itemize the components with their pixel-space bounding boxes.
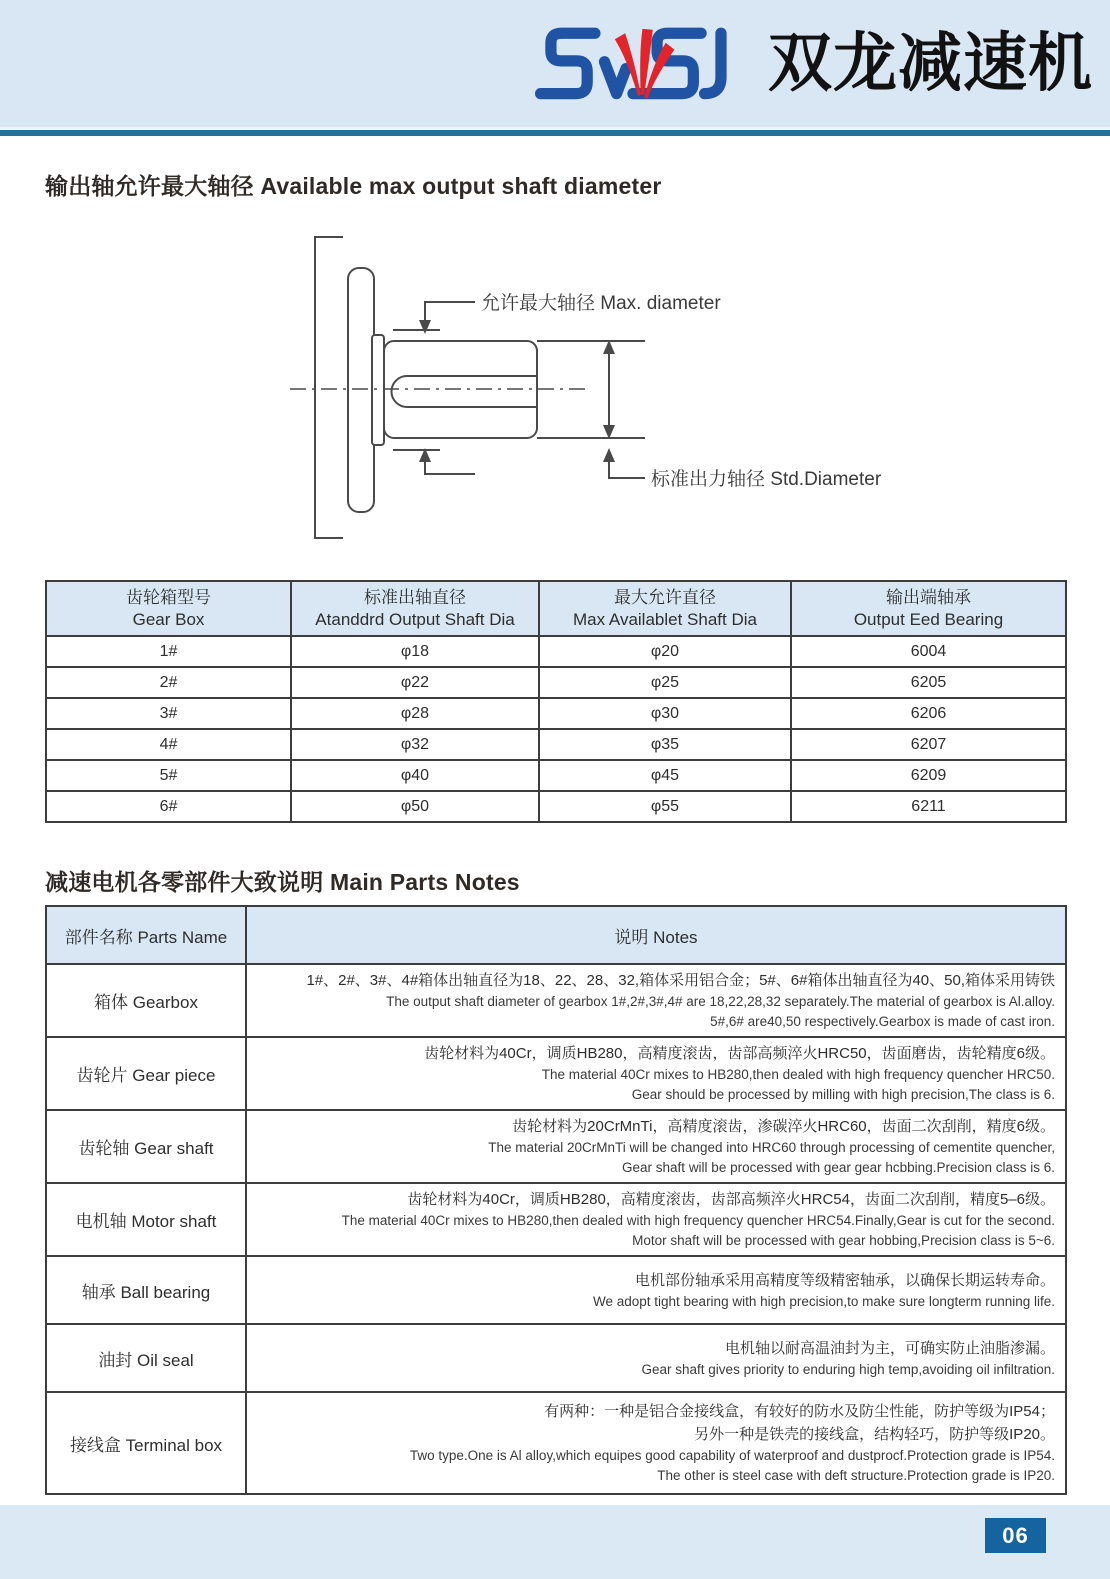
col-header-parts-name: 部件名称 Parts Name — [46, 906, 246, 964]
part-notes: 电机轴以耐高温油封为主，可确实防止油脂渗漏。 Gear shaft gives priority to enduring high temp,avoiding oil infiltration. — [246, 1324, 1066, 1392]
col-header-bearing: 输出端轴承 Output Eed Bearing — [791, 581, 1066, 636]
part-notes: 1#、2#、3#、4#箱体出轴直径为18、22、28、32,箱体采用铝合金；5#、6#箱体出轴直径为40、50,箱体采用铸铁 The output shaft diameter of gearbox 1#,2#,3#,4# are 18,22,28,32 separately.The material of gearbox is Al.alloy. 5#,6# are40,50 respectively.Gearbox is made of cast iron. — [246, 964, 1066, 1037]
part-name: 轴承 Ball bearing — [46, 1256, 246, 1324]
arrowhead-down-icon — [419, 320, 431, 334]
table-row: 6# φ50 φ55 6211 — [46, 791, 1066, 822]
table-header-row — [46, 581, 1066, 636]
shaft-diagram — [285, 222, 885, 547]
part-name: 油封 Oil seal — [46, 1324, 246, 1392]
table-header-row — [46, 906, 1066, 964]
max-diameter-leader-bottom — [425, 460, 475, 474]
table-row: 1# φ18 φ20 6004 — [46, 636, 1066, 667]
std-diameter-leader — [609, 460, 645, 478]
table-row: 5# φ40 φ45 6209 — [46, 760, 1066, 791]
footer-band — [0, 1505, 1110, 1579]
logo-letter-j — [705, 33, 721, 93]
page-number-badge: 06 — [985, 1518, 1046, 1553]
arrowhead-up2-icon — [603, 340, 615, 354]
label-std-diameter: 标准出力轴径 Std.Diameter — [651, 469, 882, 490]
part-notes: 有两种：一种是铝合金接线盒，有较好的防水及防尘性能，防护等级为IP54； 另外一种是铁壳的接线盒，结构轻巧，防护等级IP20。 Two type.One is Al alloy,which equipes good capability of waterproof and dustprocf.Protection grade is IP54. The other is steel case with deft structure.Protection grade is IP20. — [246, 1392, 1066, 1494]
part-notes: 齿轮材料为20CrMnTi，高精度滚齿，渗碳淬火HRC60，齿面二次刮削，精度6级。 The material 20CrMnTi will be changed into HRC60 through processing of cementite quencher, Gear shaft will be processed with gear gear hcbbing.Precision class is 6. — [246, 1110, 1066, 1183]
part-name: 电机轴 Motor shaft — [46, 1183, 246, 1256]
part-name: 箱体 Gearbox — [46, 964, 246, 1037]
label-max-diameter: 允许最大轴径 Max. diameter — [481, 293, 721, 314]
arrowhead-up3-icon — [603, 448, 615, 462]
table-row: 3# φ28 φ30 6206 — [46, 698, 1066, 729]
section-title-output-shaft: 输出轴允许最大轴径 Available max output shaft diameter — [45, 173, 662, 199]
table-row-motor-shaft — [46, 1183, 1066, 1256]
table-row-oil-seal — [46, 1324, 1066, 1392]
gearbox-diameter-table — [45, 580, 1067, 823]
col-header-gearbox: 齿轮箱型号 Gear Box — [46, 581, 291, 636]
col-header-max-dia: 最大允许直径 Max Availablet Shaft Dia — [539, 581, 791, 636]
company-logo-icon — [505, 22, 760, 104]
table-row-gear-piece — [46, 1037, 1066, 1110]
table-row-terminal-box — [46, 1392, 1066, 1494]
section-title-main-parts: 减速电机各零部件大致说明 Main Parts Notes — [45, 869, 520, 895]
flange-outline — [348, 268, 374, 512]
part-notes: 电机部份轴承采用高精度等级精密轴承，以确保长期运转寿命。 We adopt tight bearing with high precision,to make sure longterm running life. — [246, 1256, 1066, 1324]
max-diameter-leader-top — [425, 302, 475, 320]
table-row: 2# φ22 φ25 6205 — [46, 667, 1066, 698]
part-notes: 齿轮材料为40Cr，调质HB280，高精度滚齿，齿部高频淬火HRC50，齿面磨齿，齿轮精度6级。 The material 40Cr mixes to HB280,then dealed with high frequency quencher HRC50. Gear should be processed by milling with high precision,The class is 6. — [246, 1037, 1066, 1110]
main-parts-table — [45, 905, 1067, 1495]
arrowhead-down2-icon — [603, 425, 615, 439]
part-notes: 齿轮材料为40Cr，调质HB280，高精度滚齿，齿部高频淬火HRC54，齿面二次刮削，精度5–6级。 The material 40Cr mixes to HB280,then dealed with high frequency quencher HRC54.Finally,Gear is cut for the second. Motor shaft will be processed with gear hobbing,Precision class is 5~6. — [246, 1183, 1066, 1256]
logo-letter-v — [604, 62, 626, 94]
col-header-std-dia: 标准出轴直径 Atanddrd Output Shaft Dia — [291, 581, 539, 636]
step-ring-outline — [372, 335, 384, 445]
gearbox-face-line — [315, 237, 343, 538]
logo-letter-s1 — [541, 33, 595, 93]
table-row: 4# φ32 φ35 6207 — [46, 729, 1066, 760]
part-name: 齿轮轴 Gear shaft — [46, 1110, 246, 1183]
part-name: 齿轮片 Gear piece — [46, 1037, 246, 1110]
table-row-ball-bearing — [46, 1256, 1066, 1324]
table-row-gear-shaft — [46, 1110, 1066, 1183]
table-row-gearbox — [46, 964, 1066, 1037]
part-name: 接线盒 Terminal box — [46, 1392, 246, 1494]
col-header-notes: 说明 Notes — [246, 906, 1066, 964]
header-divider — [0, 130, 1110, 136]
brand-name: 双龙减速机 — [768, 27, 1093, 99]
